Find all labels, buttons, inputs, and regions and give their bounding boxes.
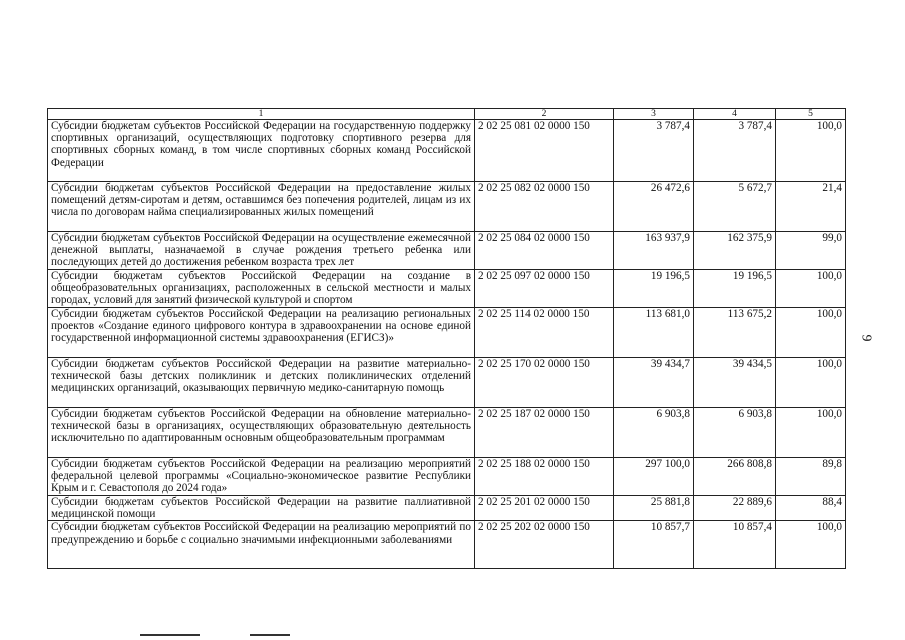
page-number: 9: [858, 334, 874, 342]
row-budget-code: 2 02 25 202 02 0000 150: [475, 521, 614, 569]
table-row: [48, 308, 846, 358]
row-description: Субсидии бюджетам субъектов Российской Федерации на развитие материально-технической базы детских поликлиник и детских поликлинических отделений медицинских организаций, оказывающих первичную медико-санитарную помощь: [48, 358, 475, 408]
row-budget-code: 2 02 25 082 02 0000 150: [475, 182, 614, 232]
row-actual-amount: 3 787,4: [694, 120, 776, 182]
row-plan-amount: 25 881,8: [614, 496, 694, 521]
table-row: [48, 120, 846, 182]
row-actual-amount: 19 196,5: [694, 270, 776, 308]
column-header-3: 3: [614, 109, 694, 120]
row-budget-code: 2 02 25 188 02 0000 150: [475, 458, 614, 496]
row-actual-amount: 39 434,5: [694, 358, 776, 408]
row-description: Субсидии бюджетам субъектов Российской Федерации на реализацию мероприятий федеральной целевой программы «Социально-экономическое развитие Республики Крым и г. Севастополя до 2024 года»: [48, 458, 475, 496]
row-description: Субсидии бюджетам субъектов Российской Федерации на осуществление ежемесячной денежной выплаты, назначаемой в случае рождения третьего ребенка или последующих детей до достижения ребенком возраста трех лет: [48, 232, 475, 270]
table-row: [48, 358, 846, 408]
row-actual-amount: 266 808,8: [694, 458, 776, 496]
row-percent: 88,4: [776, 496, 846, 521]
row-percent: 100,0: [776, 408, 846, 458]
row-description: Субсидии бюджетам субъектов Российской Федерации на реализацию мероприятий по предупреждению и борьбе с социально значимыми инфекционными заболеваниями: [48, 521, 475, 569]
table-row: [48, 521, 846, 569]
column-header-2: 2: [475, 109, 614, 120]
row-plan-amount: 6 903,8: [614, 408, 694, 458]
row-budget-code: 2 02 25 114 02 0000 150: [475, 308, 614, 358]
budget-table: [47, 108, 846, 569]
row-percent: 89,8: [776, 458, 846, 496]
row-description: Субсидии бюджетам субъектов Российской Федерации на предоставление жилых помещений детям-сиротам и детям, оставшимся без попечения родителей, лицам из их числа по договорам найма специализированных жилых помещений: [48, 182, 475, 232]
row-plan-amount: 10 857,7: [614, 521, 694, 569]
row-actual-amount: 10 857,4: [694, 521, 776, 569]
row-plan-amount: 19 196,5: [614, 270, 694, 308]
column-number-row: [48, 109, 846, 120]
row-plan-amount: 163 937,9: [614, 232, 694, 270]
row-percent: 21,4: [776, 182, 846, 232]
scan-artifact: [140, 634, 200, 636]
column-header-1: 1: [48, 109, 475, 120]
table-row: [48, 408, 846, 458]
row-percent: 100,0: [776, 358, 846, 408]
row-percent: 99,0: [776, 232, 846, 270]
column-header-4: 4: [694, 109, 776, 120]
row-actual-amount: 22 889,6: [694, 496, 776, 521]
row-description: Субсидии бюджетам субъектов Российской Федерации на обновление материально-технической базы в организациях, осуществляющих образовательную деятельность исключительно по адаптированным основным общеобразовательным программам: [48, 408, 475, 458]
row-plan-amount: 297 100,0: [614, 458, 694, 496]
row-budget-code: 2 02 25 097 02 0000 150: [475, 270, 614, 308]
row-plan-amount: 3 787,4: [614, 120, 694, 182]
row-actual-amount: 6 903,8: [694, 408, 776, 458]
table-row: [48, 182, 846, 232]
row-description: Субсидии бюджетам субъектов Российской Федерации на развитие паллиативной медицинской помощи: [48, 496, 475, 521]
table-row: [48, 270, 846, 308]
table-body: [48, 120, 846, 569]
row-budget-code: 2 02 25 201 02 0000 150: [475, 496, 614, 521]
row-budget-code: 2 02 25 081 02 0000 150: [475, 120, 614, 182]
table-row: [48, 232, 846, 270]
row-description: Субсидии бюджетам субъектов Российской Федерации на государственную поддержку спортивных организаций, осуществляющих подготовку спортивного резерва для спортивных сборных команд, в том числе спортивных сборных команд Российской Федерации: [48, 120, 475, 182]
row-budget-code: 2 02 25 187 02 0000 150: [475, 408, 614, 458]
column-header-5: 5: [776, 109, 846, 120]
row-plan-amount: 113 681,0: [614, 308, 694, 358]
row-percent: 100,0: [776, 120, 846, 182]
row-actual-amount: 113 675,2: [694, 308, 776, 358]
row-description: Субсидии бюджетам субъектов Российской Федерации на реализацию региональных проектов «Создание единого цифрового контура в здравоохранении на основе единой государственной информационной системы здравоохранения (ЕГИСЗ)»: [48, 308, 475, 358]
row-plan-amount: 39 434,7: [614, 358, 694, 408]
row-actual-amount: 162 375,9: [694, 232, 776, 270]
row-budget-code: 2 02 25 170 02 0000 150: [475, 358, 614, 408]
table-row: [48, 458, 846, 496]
row-description: Субсидии бюджетам субъектов Российской Федерации на создание в общеобразовательных организациях, расположенных в сельской местности и малых городах, условий для занятий физической культурой и спортом: [48, 270, 475, 308]
row-actual-amount: 5 672,7: [694, 182, 776, 232]
scan-artifact: [250, 634, 290, 636]
row-percent: 100,0: [776, 308, 846, 358]
table-row: [48, 496, 846, 521]
row-budget-code: 2 02 25 084 02 0000 150: [475, 232, 614, 270]
row-percent: 100,0: [776, 270, 846, 308]
row-plan-amount: 26 472,6: [614, 182, 694, 232]
row-percent: 100,0: [776, 521, 846, 569]
